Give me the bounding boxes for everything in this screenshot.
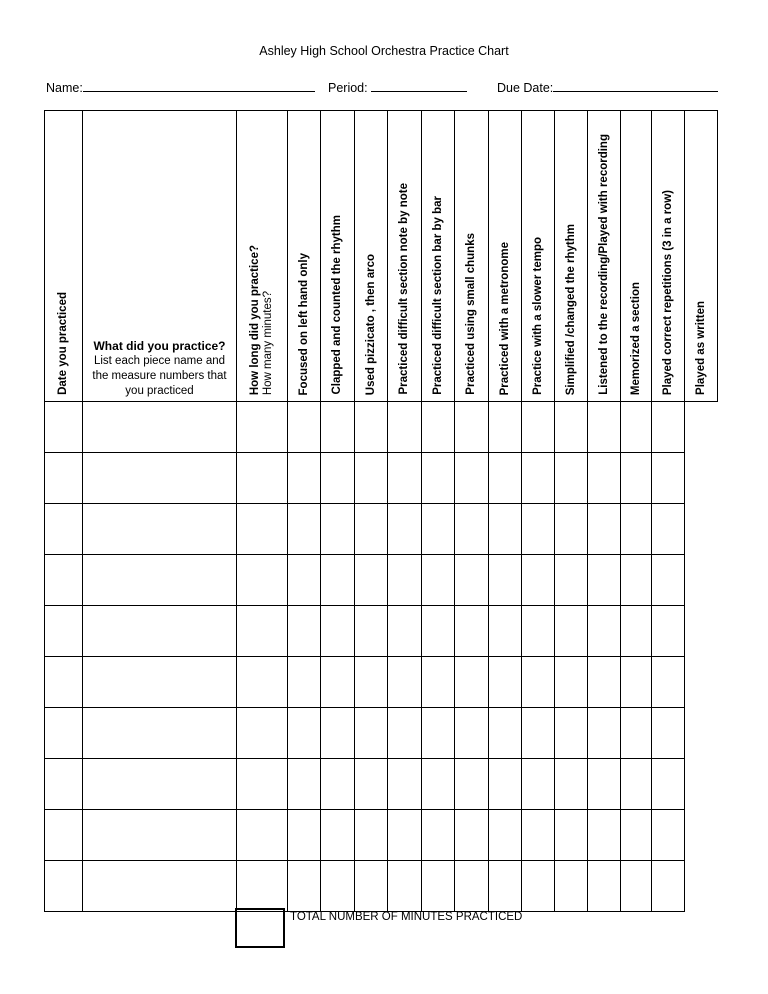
table-cell[interactable] [355,810,388,861]
table-cell[interactable] [422,810,455,861]
table-row [45,555,718,606]
table-cell[interactable] [455,606,489,657]
table-cell[interactable] [455,657,489,708]
table-cell[interactable] [237,861,288,912]
col-as-written: Played as written [685,111,718,402]
table-cell[interactable] [355,708,388,759]
col-metronome: Practiced with a metronome [489,111,522,402]
table-cell[interactable] [237,657,288,708]
table-cell[interactable] [555,657,588,708]
table-cell[interactable] [355,606,388,657]
table-cell[interactable] [422,504,455,555]
table-cell[interactable] [83,759,237,810]
col-pizzicato: Used pizzicato , then arco [355,111,388,402]
table-cell[interactable] [555,759,588,810]
table-cell[interactable] [555,810,588,861]
table-cell[interactable] [422,555,455,606]
table-cell[interactable] [355,657,388,708]
table-row [45,453,718,504]
table-cell[interactable] [555,555,588,606]
due-date-field[interactable] [497,79,718,95]
table-cell[interactable] [355,555,388,606]
table-row [45,657,718,708]
table-cell[interactable] [455,453,489,504]
table-cell[interactable] [555,606,588,657]
table-cell[interactable] [489,708,522,759]
table-row [45,759,718,810]
col-clapped: Clapped and counted the rhythm [321,111,355,402]
table-cell[interactable] [422,453,455,504]
table-cell[interactable] [588,606,621,657]
table-cell[interactable] [45,810,83,861]
col-left-hand: Focused on left hand only [288,111,321,402]
what-desc: List each piece name and the measure numbers that you practiced [92,355,227,397]
table-cell[interactable] [555,861,588,912]
table-cell[interactable] [237,453,288,504]
table-cell[interactable] [652,657,685,708]
table-cell[interactable] [237,402,288,453]
period-label: Period: [328,81,368,95]
col-slower-tempo: Practice with a slower tempo [522,111,555,402]
table-cell[interactable] [288,504,321,555]
table-cell[interactable] [83,708,237,759]
table-cell[interactable] [522,453,555,504]
table-cell[interactable] [237,810,288,861]
table-cell[interactable] [83,453,237,504]
table-cell[interactable] [588,555,621,606]
col-memorized: Memorized a section [621,111,652,402]
table-cell[interactable] [489,504,522,555]
table-cell[interactable] [83,861,237,912]
table-cell[interactable] [288,810,321,861]
table-body [45,402,718,912]
table-cell[interactable] [45,708,83,759]
table-cell[interactable] [288,861,321,912]
table-cell[interactable] [83,402,237,453]
table-cell[interactable] [522,657,555,708]
table-cell[interactable] [621,657,652,708]
table-cell[interactable] [621,708,652,759]
table-cell[interactable] [621,555,652,606]
table-cell[interactable] [388,708,422,759]
table-cell[interactable] [288,606,321,657]
table-cell[interactable] [321,504,355,555]
table-cell[interactable] [45,402,83,453]
table-cell[interactable] [45,759,83,810]
due-date-line[interactable] [553,79,718,92]
table-cell[interactable] [522,606,555,657]
table-cell[interactable] [237,708,288,759]
table-cell[interactable] [288,759,321,810]
table-cell[interactable] [522,402,555,453]
table-cell[interactable] [489,606,522,657]
table-cell[interactable] [288,657,321,708]
table-cell[interactable] [321,606,355,657]
table-row [45,810,718,861]
table-row [45,708,718,759]
table-row [45,606,718,657]
table-cell[interactable] [652,402,685,453]
how-long-label: How long did you practice? [249,244,261,395]
table-cell[interactable] [652,555,685,606]
table-cell[interactable] [422,657,455,708]
table-cell[interactable] [588,504,621,555]
table-cell[interactable] [489,657,522,708]
table-cell[interactable] [388,504,422,555]
how-long-sub: How many minutes? [262,290,274,395]
table-cell[interactable] [288,402,321,453]
table-cell[interactable] [652,810,685,861]
table-cell[interactable] [621,453,652,504]
table-cell[interactable] [83,504,237,555]
table-cell[interactable] [652,759,685,810]
table-cell[interactable] [522,861,555,912]
table-cell[interactable] [355,504,388,555]
table-cell[interactable] [621,606,652,657]
period-line[interactable] [371,79,467,92]
table-cell[interactable] [83,657,237,708]
col-repetitions: Played correct repetitions (3 in a row) [652,111,685,402]
table-cell[interactable] [621,402,652,453]
table-cell[interactable] [555,504,588,555]
table-row [45,402,718,453]
table-cell[interactable] [288,555,321,606]
table-cell[interactable] [388,810,422,861]
table-cell[interactable] [321,861,355,912]
table-cell[interactable] [522,810,555,861]
table-cell[interactable] [388,657,422,708]
table-cell[interactable] [489,810,522,861]
page-title: Ashley High School Orchestra Practice Chart [259,44,509,58]
table-cell[interactable] [652,453,685,504]
table-cell[interactable] [422,861,455,912]
table-cell[interactable] [388,861,422,912]
table-cell[interactable] [455,504,489,555]
period-field[interactable] [328,79,467,95]
table-cell[interactable] [422,402,455,453]
table-cell[interactable] [45,555,83,606]
table-cell[interactable] [489,402,522,453]
table-cell[interactable] [489,759,522,810]
col-bar-by-bar: Practiced difficult section bar by bar [422,111,455,402]
table-cell[interactable] [355,861,388,912]
table-cell[interactable] [388,555,422,606]
col-how-long [237,111,288,402]
table-cell[interactable] [83,606,237,657]
table-cell[interactable] [455,402,489,453]
table-cell[interactable] [588,708,621,759]
table-cell[interactable] [455,708,489,759]
table-cell[interactable] [83,810,237,861]
table-cell[interactable] [652,504,685,555]
table-cell[interactable] [489,453,522,504]
practice-table [44,110,718,912]
table-cell[interactable] [422,606,455,657]
name-field[interactable] [46,79,315,95]
due-date-label: Due Date: [497,81,554,95]
table-cell[interactable] [321,402,355,453]
table-cell[interactable] [621,861,652,912]
col-date: Date you practiced [45,111,83,402]
table-cell[interactable] [45,657,83,708]
table-cell[interactable] [321,657,355,708]
table-cell[interactable] [321,810,355,861]
table-cell[interactable] [388,606,422,657]
table-cell[interactable] [588,810,621,861]
table-cell[interactable] [588,453,621,504]
table-cell[interactable] [588,861,621,912]
table-cell[interactable] [652,606,685,657]
table-cell[interactable] [455,555,489,606]
table-cell[interactable] [388,453,422,504]
table-cell[interactable] [555,402,588,453]
table-cell[interactable] [588,402,621,453]
col-note-by-note: Practiced difficult section note by note [388,111,422,402]
table-cell[interactable] [455,810,489,861]
info-row [46,79,726,97]
table-cell[interactable] [522,555,555,606]
table-cell[interactable] [422,708,455,759]
table-cell[interactable] [237,606,288,657]
table-cell[interactable] [237,759,288,810]
table-cell[interactable] [555,453,588,504]
table-cell[interactable] [45,453,83,504]
table-cell[interactable] [422,759,455,810]
total-minutes-label: TOTAL NUMBER OF MINUTES PRACTICED [290,911,523,923]
table-cell[interactable] [321,555,355,606]
table-row [45,504,718,555]
table-cell[interactable] [652,861,685,912]
table-cell[interactable] [237,555,288,606]
table-cell[interactable] [522,759,555,810]
total-minutes-box[interactable] [235,908,285,948]
table-cell[interactable] [555,708,588,759]
table-cell[interactable] [489,861,522,912]
table-cell[interactable] [355,759,388,810]
col-small-chunks: Practiced using small chunks [455,111,489,402]
table-cell[interactable] [83,555,237,606]
what-title: What did you practice? [93,339,226,353]
table-cell[interactable] [355,453,388,504]
name-line[interactable] [83,79,315,92]
table-cell[interactable] [388,759,422,810]
table-cell[interactable] [455,861,489,912]
table-cell[interactable] [652,708,685,759]
table-cell[interactable] [45,861,83,912]
col-what [83,111,237,402]
table-cell[interactable] [455,759,489,810]
table-cell[interactable] [621,759,652,810]
table-cell[interactable] [388,402,422,453]
table-cell[interactable] [522,504,555,555]
table-cell[interactable] [588,657,621,708]
table-cell[interactable] [588,759,621,810]
table-cell[interactable] [321,453,355,504]
table-cell[interactable] [45,606,83,657]
table-cell[interactable] [321,708,355,759]
name-label: Name: [46,81,83,95]
col-recording: Listened to the recording/Played with recording [588,111,621,402]
table-cell[interactable] [355,402,388,453]
table-cell[interactable] [522,708,555,759]
table-cell[interactable] [621,810,652,861]
col-simplified: Simplified /changed the rhythm [555,111,588,402]
table-row [45,861,718,912]
table-cell[interactable] [621,504,652,555]
table-cell[interactable] [45,504,83,555]
table-cell[interactable] [288,708,321,759]
header-row [45,111,718,402]
table-cell[interactable] [321,759,355,810]
table-cell[interactable] [237,504,288,555]
table-cell[interactable] [288,453,321,504]
table-cell[interactable] [489,555,522,606]
